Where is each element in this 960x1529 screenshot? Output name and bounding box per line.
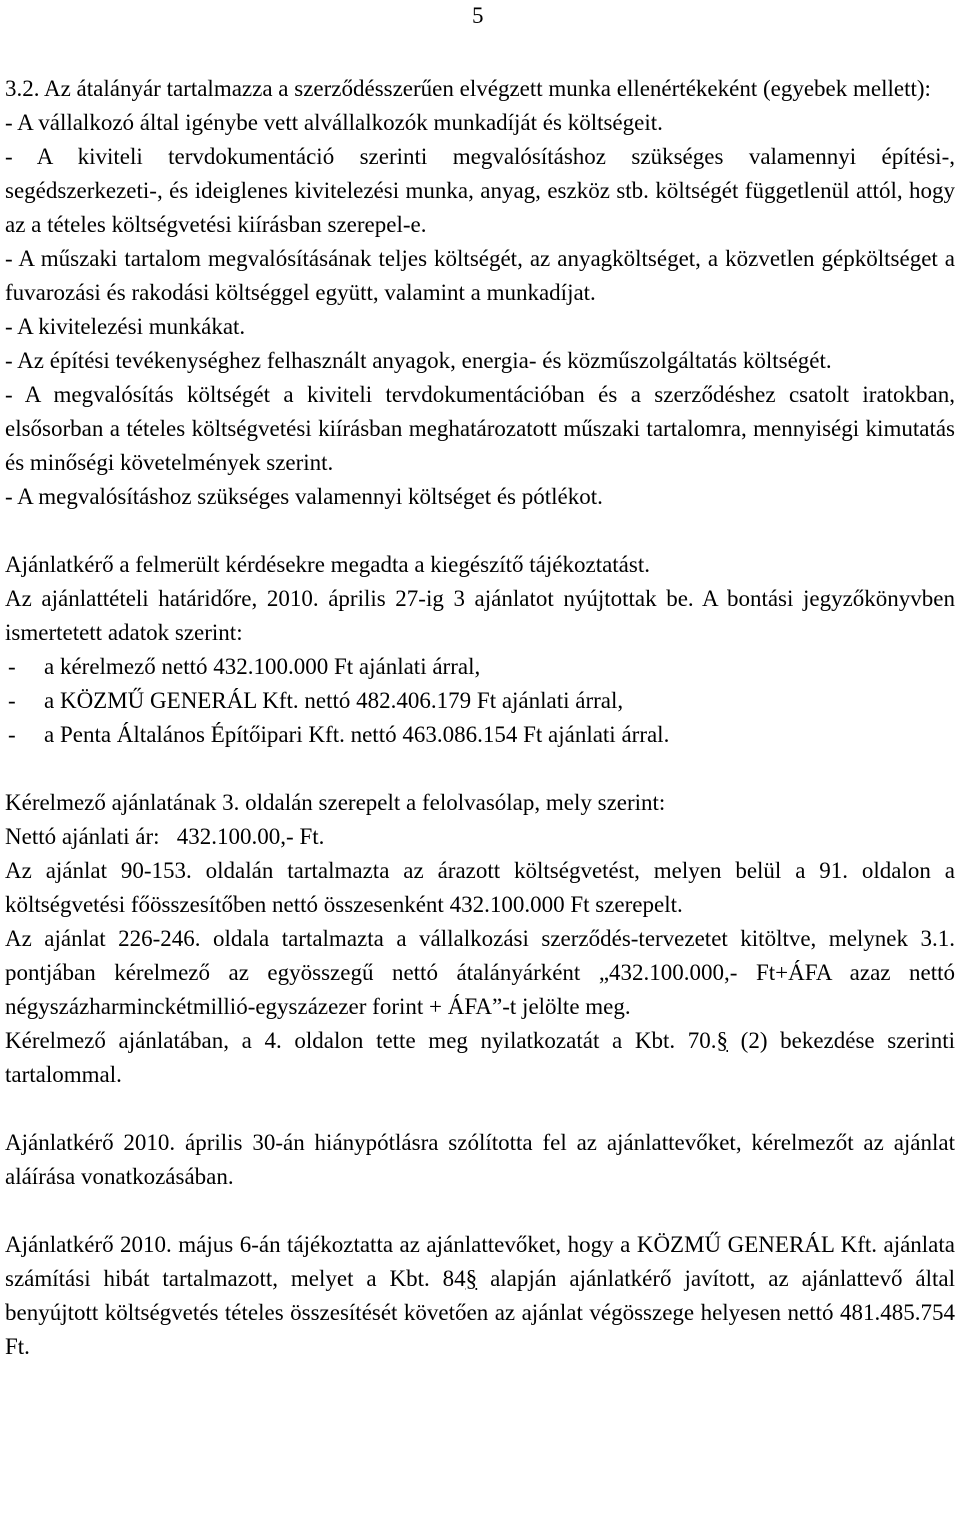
paragraph: Ajánlatkérő a felmerült kérdésekre megadta a kiegészítő tájékoztatást. (5, 552, 650, 577)
paragraph: Az ajánlat 226-246. oldala tartalmazta a vállalkozási szerződés-tervezetet kitöltve, melynek 3.1. pontjában kérelmező az egyösszegű nettó átalányárként „432.100.000,- Ft+ÁFA azaz nettó négyszázharminckétmillió-egyszázezer forint + ÁFA”-t jelölte meg. (5, 926, 955, 1019)
spacer (5, 752, 955, 786)
document-body (5, 72, 955, 1364)
paragraph-kbt84 (5, 1228, 955, 1364)
bid-text: a kérelmező nettó 432.100.000 Ft ajánlati árral, (44, 654, 481, 679)
spacer (5, 1092, 955, 1126)
paragraph: - A kivitelezési munkákat. (5, 314, 246, 339)
bid-dash: - (8, 722, 16, 747)
paragraph: - A vállalkozó által igénybe vett alvállalkozók munkadíját és költségeit. (5, 110, 663, 135)
paragraph: - A műszaki tartalom megvalósításának teljes költségét, az anyagköltséget, a közvetlen gépköltséget a fuvarozási és rakodási költséggel együtt, valamint a munkadíjat. (5, 246, 955, 305)
paragraph: Az ajánlattételi határidőre, 2010. április 27-ig 3 ajánlatot nyújtottak be. A bontási jegyzőkönyvben ismertetett adatok szerint: (5, 586, 955, 645)
text-span: alapján ajánlatkérő javított, az ajánlattevő által benyújtott költségvetés tételes összesítését követően az ajánlat végösszege helyesen nettó 481.485.754 Ft. (5, 1266, 955, 1359)
text-span: (2) bekezdése szerinti tartalommal. (5, 1028, 955, 1087)
bid-item (5, 684, 955, 718)
paragraph: Nettó ajánlati ár: 432.100.00,- Ft. (5, 824, 325, 849)
bid-dash: - (8, 654, 16, 679)
spacer (5, 514, 955, 548)
bid-text: a KÖZMŰ GENERÁL Kft. nettó 482.406.179 Ft ajánlati árral, (44, 688, 624, 713)
paragraph-kbt70 (5, 1024, 955, 1092)
paragraph: - A kiviteli tervdokumentáció szerinti megvalósításhoz szükséges valamennyi építési-, segédszerkezeti-, és ideiglenes kivitelezési munka, anyag, eszköz stb. költségét függetlenül attól, hogy az a tételes költségvetési kiírásban szerepel-e. (5, 144, 955, 237)
paragraph: Ajánlatkérő 2010. április 30-án hiánypótlásra szólította fel az ajánlattevőket, kérelmezőt az ajánlat aláírása vonatkozásában. (5, 1130, 955, 1189)
section-sign: § (716, 1028, 729, 1053)
paragraph: - A megvalósításhoz szükséges valamennyi költséget és pótlékot. (5, 484, 603, 509)
paragraph: Az ajánlat 90-153. oldalán tartalmazta az árazott költségvetést, melyen belül a 91. oldalon a költségvetési főösszesítőben nettó összesenként 432.100.000 Ft szerepelt. (5, 858, 955, 917)
paragraph-3-2: 3.2. Az átalányár tartalmazza a szerződésszerűen elvégzett munka ellenértékeként (egyebek mellett): (5, 76, 931, 101)
paragraph: Kérelmező ajánlatának 3. oldalán szerepelt a felolvasólap, mely szerint: (5, 790, 666, 815)
bid-dash: - (8, 688, 16, 713)
section-sign: § (465, 1266, 478, 1291)
spacer (5, 1194, 955, 1228)
text-span: Ajánlatkérő 2010. május 6-án tájékoztatta az ajánlattevőket, hogy a KÖZMŰ GENERÁL Kft. ajánlata számítási hibát tartalmazott, melyet a Kbt. 84 (5, 1232, 955, 1291)
bid-item (5, 718, 955, 752)
paragraph: - A megvalósítás költségét a kiviteli tervdokumentációban és a szerződéshez csatolt iratokban, elsősorban a tételes költségvetési kiírásban meghatározatott műszaki tartalomra, mennyiségi kimutatás és minőségi követelmények szerint. (5, 382, 955, 475)
text-span: Kérelmező ajánlatában, a 4. oldalon tette meg nyilatkozatát a Kbt. 70. (5, 1028, 717, 1053)
page-number: 5 (472, 3, 484, 28)
paragraph: - Az építési tevékenységhez felhasznált anyagok, energia- és közműszolgáltatás költségét. (5, 348, 832, 373)
bid-item (5, 650, 955, 684)
bid-text: a Penta Általános Építőipari Kft. nettó 463.086.154 Ft ajánlati árral. (44, 722, 670, 747)
